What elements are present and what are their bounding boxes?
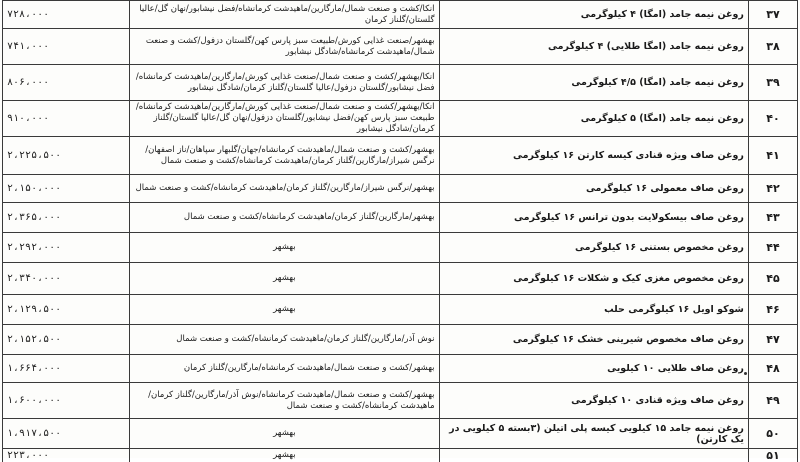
table-row — [3, 137, 798, 175]
price-cell: ۷۲۸،۰۰۰ — [3, 1, 130, 29]
row-number-cell: ۴۲ — [748, 175, 797, 203]
product-cell: روغن نیمه جامد ۱۵ کیلویی کیسه پلی اتیلن (۳بسته ۵ کیلویی در یک کارتن) — [439, 419, 748, 449]
price-cell: ۹۱۰،۰۰۰ — [3, 101, 130, 137]
brands-cell: انکا/بهشهر/کشت و صنعت شمال/صنعت غذایی کورش/مارگارین/ماهیدشت کرمانشاه/فضل نیشابور/گلستان دزفول/عالیا گلستان/گلناز کرمان/شادگل نیشابور — [130, 65, 439, 101]
brands-cell: بهشهر/کشت و صنعت شمال/ماهیدشت کرمانشاه/مارگارین/گلناز کرمان — [130, 355, 439, 383]
row-number-cell: ۳۷ — [748, 1, 797, 29]
table-row — [3, 175, 798, 203]
brands-cell: انکا/کشت و صنعت شمال/مارگارین/ماهیدشت کرمانشاه/فضل نیشابور/نهان گل/عالیا گلستان/گلناز کرمان — [130, 1, 439, 29]
price-cell: ۱،۶۶۴،۰۰۰ — [3, 355, 130, 383]
product-cell: روغن نیمه جامد (امگا) ۵ کیلوگرمی — [439, 101, 748, 137]
price-cell: ۲،۳۶۵،۰۰۰ — [3, 203, 130, 233]
row-number-cell: ۴۰ — [748, 101, 797, 137]
brands-cell: بهشهر — [130, 295, 439, 325]
product-cell: شوکو اویل ۱۶ کیلوگرمی حلب — [439, 295, 748, 325]
table-row — [3, 65, 798, 101]
table-row — [3, 29, 798, 65]
price-cell: ۲۲۳،۰۰۰ — [3, 449, 130, 462]
row-number-cell: ۴۸ — [748, 355, 797, 383]
row-number-cell: ۳۹ — [748, 65, 797, 101]
product-cell: روغن نیمه جامد (امگا طلایی) ۴ کیلوگرمی — [439, 29, 748, 65]
price-cell: ۸۰۶،۰۰۰ — [3, 65, 130, 101]
row-number-cell: ۵۰ — [748, 419, 797, 449]
price-cell: ۲،۲۹۲،۰۰۰ — [3, 233, 130, 263]
product-cell: روغن نیمه جامد (امگا) ۴ کیلوگرمی — [439, 1, 748, 29]
row-number-cell: ۴۳ — [748, 203, 797, 233]
row-number-cell: ۴۴ — [748, 233, 797, 263]
row-number-cell: ۴۶ — [748, 295, 797, 325]
product-cell: روغن صاف معمولی ۱۶ کیلوگرمی — [439, 175, 748, 203]
row-number-cell: ۴۹ — [748, 383, 797, 419]
price-cell: ۱،۹۱۷،۵۰۰ — [3, 419, 130, 449]
product-cell — [439, 449, 748, 462]
brands-cell: بهشهر/کشت و صنعت شمال/ماهیدشت کرمانشاه/جهان/گلبهار سپاهان/ناز اصفهان/نرگس شیراز/مارگارین/گلناز کرمان/ماهیدشت کرمانشاه/کشت و صنعت شمال — [130, 137, 439, 175]
product-cell: روغن مخصوص بستنی ۱۶ کیلوگرمی — [439, 233, 748, 263]
table-row — [3, 449, 798, 462]
brands-cell: بهشهر — [130, 449, 439, 462]
brands-cell: بهشهر — [130, 419, 439, 449]
table-row — [3, 419, 798, 449]
table-row — [3, 233, 798, 263]
row-number-cell: ۴۷ — [748, 325, 797, 355]
brands-cell: بهشهر/صنعت غذایی کورش/طبیعت سبز پارس کهن/گلستان دزفول/کشت و صنعت شمال/ماهیدشت کرمانشاه/شادگل نیشابور — [130, 29, 439, 65]
price-table-body — [3, 1, 798, 462]
product-cell: روغن صاف ویژه قنادی کیسه کارتن ۱۶ کیلوگرمی — [439, 137, 748, 175]
product-cell: روغن صاف ویژه قنادی ۱۰ کیلوگرمی — [439, 383, 748, 419]
brands-cell: انکا/بهشهر/کشت و صنعت شمال/صنعت غذایی کورش/مارگارین/ماهیدشت کرمانشاه/طبیعت سبز پارس کهن/فضل نیشابور/گلستان دزفول/نهان گل/عالیا گلستان/گلناز کرمان/شادگل نیشابور — [130, 101, 439, 137]
table-row — [3, 295, 798, 325]
table-row — [3, 383, 798, 419]
table-row — [3, 263, 798, 295]
brands-cell: بهشهر/مارگارین/گلناز کرمان/ماهیدشت کرمانشاه/کشت و صنعت شمال — [130, 203, 439, 233]
brands-cell: بهشهر — [130, 233, 439, 263]
product-cell: روغن مخصوص مغزی کیک و شکلات ۱۶ کیلوگرمی — [439, 263, 748, 295]
product-cell: روغن نیمه جامد (امگا) ۴/۵ کیلوگرمی — [439, 65, 748, 101]
brands-cell: بهشهر — [130, 263, 439, 295]
row-number-cell: ۴۱ — [748, 137, 797, 175]
brands-cell: بهشهر/نرگس شیراز/مارگارین/گلناز کرمان/ماهیدشت کرمانشاه/کشت و صنعت شمال — [130, 175, 439, 203]
price-cell: ۲،۲۲۵،۵۰۰ — [3, 137, 130, 175]
table-row — [3, 325, 798, 355]
row-number-cell: ۵۱ — [748, 449, 797, 462]
row-number-cell: ۳۸ — [748, 29, 797, 65]
product-cell: روغن صاف مخصوص شیرینی خشک ۱۶ کیلوگرمی — [439, 325, 748, 355]
price-cell: ۲،۳۴۰،۰۰۰ — [3, 263, 130, 295]
price-cell: ۱،۶۰۰،۰۰۰ — [3, 383, 130, 419]
brands-cell: نوش آذر/مارگارین/گلناز کرمان/ماهیدشت کرمانشاه/کشت و صنعت شمال — [130, 325, 439, 355]
table-row — [3, 101, 798, 137]
print-speck — [744, 372, 747, 375]
price-table — [2, 0, 798, 462]
brands-cell: بهشهر/کشت و صنعت شمال/ماهیدشت کرمانشاه/نوش آذر/مارگارین/گلناز کرمان/ماهیدشت کرمانشاه/کشت و صنعت شمال — [130, 383, 439, 419]
price-cell: ۲،۱۵۰،۰۰۰ — [3, 175, 130, 203]
table-row — [3, 203, 798, 233]
table-row — [3, 355, 798, 383]
price-cell: ۷۴۱،۰۰۰ — [3, 29, 130, 65]
price-cell: ۲،۱۲۹،۵۰۰ — [3, 295, 130, 325]
product-cell: روغن صاف طلایی ۱۰ کیلویی — [439, 355, 748, 383]
table-row — [3, 1, 798, 29]
price-cell: ۲،۱۵۲،۵۰۰ — [3, 325, 130, 355]
row-number-cell: ۴۵ — [748, 263, 797, 295]
product-cell: روغن صاف بیسکولایت بدون ترانس ۱۶ کیلوگرمی — [439, 203, 748, 233]
